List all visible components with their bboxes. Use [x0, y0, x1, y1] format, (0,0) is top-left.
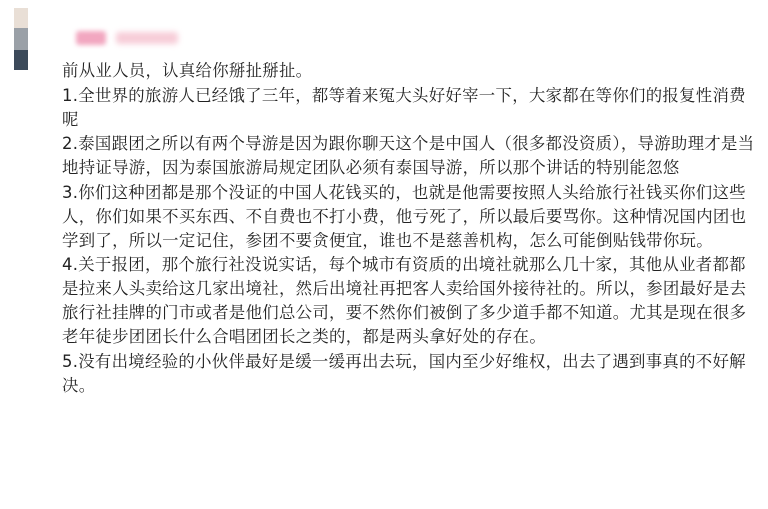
blurred-name-part [76, 31, 106, 45]
post-body [62, 59, 762, 399]
post-point: 3.你们这种团都是那个没证的中国人花钱买的，也就是他需要按照人头给旅行社钱买你们这些人，你们如果不买东西、不自费也不打小费，他亏死了，所以最后要骂你。这种情况国内团也学到了，所以一定记住，参团不要贪便宜，谁也不是慈善机构，怎么可能倒贴钱带你玩。 [62, 182, 747, 250]
post-point: 4.关于报团，那个旅行社没说实话，每个城市有资质的出境社就那么几十家，其他从业者都都是拉来人头卖给这几家出境社，然后出境社再把客人卖给国外接待社的。所以，参团最好是去旅行社挂牌的门市或者是他们总公司，要不然你们被倒了多少道手都不知道。尤其是现在很多老年徒步团团长什么合唱团团长之类的，都是两头拿好处的存在。 [62, 255, 747, 347]
post-point: 5.没有出境经验的小伙伴最好是缓一缓再出去玩，国内至少好维权，出去了遇到事真的不好解决。 [62, 351, 746, 395]
blurred-username [76, 27, 178, 49]
post-point: 2.泰国跟团之所以有两个导游是因为跟你聊天这个是中国人（很多都没资质），导游助理才是当地持证导游，因为泰国旅游局规定团队必须有泰国导游，所以那个讲话的特别能忽悠 [62, 134, 755, 178]
avatar-segment [14, 8, 28, 28]
blurred-name-part [116, 32, 178, 44]
post-point: 1.全世界的旅游人已经饿了三年，都等着来冤大头好好宰一下，大家都在等你们的报复性消费呢 [62, 85, 746, 129]
avatar-segment [14, 50, 28, 70]
avatar-segment [14, 28, 28, 50]
avatar[interactable] [14, 8, 28, 70]
post-intro: 前从业人员，认真给你掰扯掰扯。 [62, 61, 313, 80]
